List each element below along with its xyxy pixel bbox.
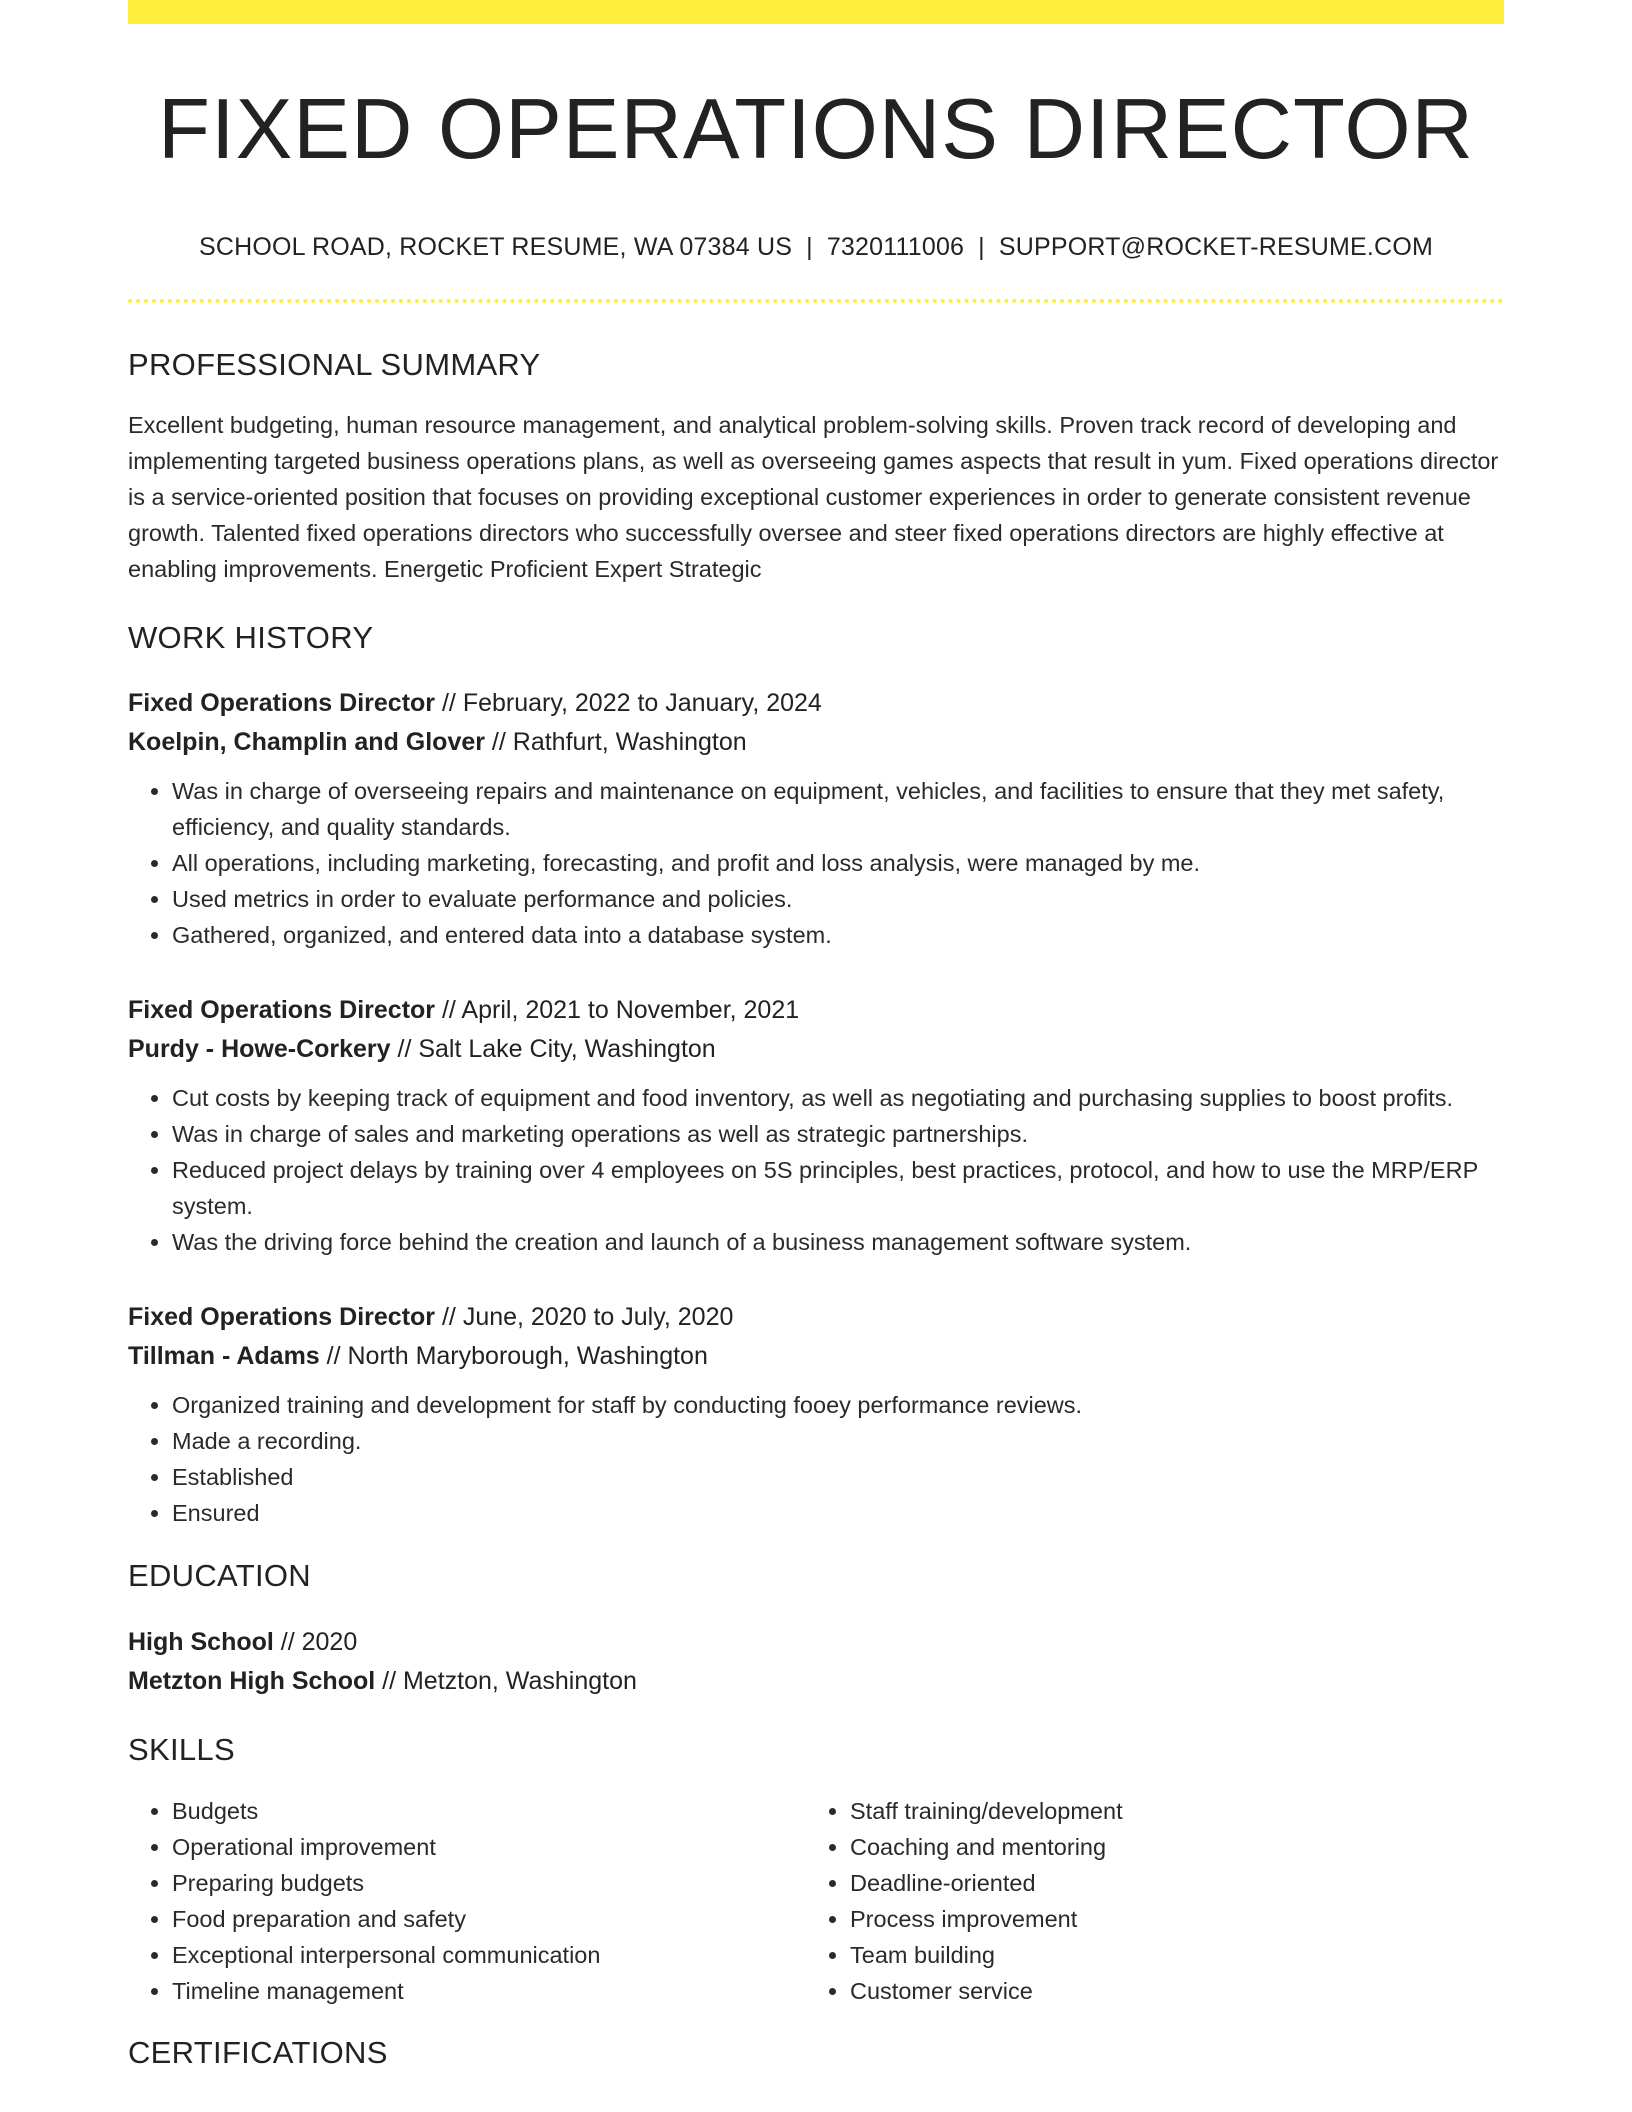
job-title-line [128, 684, 1504, 723]
job-title: Fixed Operations Director [128, 688, 436, 717]
skill-item: • Timeline management [172, 1973, 806, 2009]
job-company: Tillman - Adams [128, 1341, 320, 1370]
skill-item: • Food preparation and safety [172, 1901, 806, 1937]
job-entry [128, 684, 1504, 953]
job-entry [128, 1298, 1504, 1531]
summary-heading: PROFESSIONAL SUMMARY [128, 346, 541, 382]
skill-item: • Coaching and mentoring [850, 1829, 1123, 1865]
dotted-divider [128, 299, 1504, 303]
skills-list [128, 1793, 1504, 2009]
skill-item: • Operational improvement [172, 1829, 806, 1865]
job-dates: // April, 2021 to November, 2021 [435, 995, 800, 1024]
skill-item: • Staff training/development [850, 1793, 1123, 1829]
job-dates: // June, 2020 to July, 2020 [435, 1302, 734, 1331]
skill-item: • Budgets [172, 1793, 806, 1829]
job-dates: // February, 2022 to January, 2024 [435, 688, 822, 717]
job-location: // Salt Lake City, Washington [390, 1034, 716, 1063]
job-company-line [128, 1030, 1504, 1069]
job-bullets [128, 773, 1504, 953]
job-bullet: • Was in charge of overseeing repairs and maintenance on equipment, vehicles, and facilities to ensure that they met safety, efficiency, and quality standards. [172, 773, 1504, 845]
job-bullet: • Cut costs by keeping track of equipment and food inventory, as well as negotiating and purchasing supplies to boost profits. [172, 1080, 1504, 1116]
skills-column-left [128, 1793, 806, 2009]
summary-text: Excellent budgeting, human resource management, and analytical problem-solving skills. Proven track record of developing and implementing targeted business operations plans, as well as overseeing games aspects that result in yum. Fixed operations director is a service-oriented position that focuses on providing exceptional customer experiences in order to generate consistent revenue growth. Talented fixed operations directors who successfully oversee and steer fixed operations directors are highly effective at enabling improvements. Energetic Proficient Expert Strategic [128, 411, 1499, 582]
education-school-line [128, 1662, 1504, 1701]
job-title-line [128, 991, 1504, 1030]
job-bullet: • Established [172, 1459, 1504, 1495]
education-year: // 2020 [273, 1627, 358, 1656]
job-bullets [128, 1080, 1504, 1260]
education-location: // Metzton, Washington [375, 1666, 637, 1695]
job-bullet: • Reduced project delays by training over 4 employees on 5S principles, best practices, protocol, and how to use the MRP/ERP system. [172, 1152, 1504, 1224]
skill-item: • Deadline-oriented [850, 1865, 1123, 1901]
job-title: Fixed Operations Director [128, 1302, 436, 1331]
education-entry [128, 1623, 1504, 1701]
skills-column-right [806, 1793, 1123, 2009]
job-title: Fixed Operations Director [128, 995, 436, 1024]
education-degree: High School [128, 1627, 274, 1656]
job-bullet: • Made a recording. [172, 1423, 1504, 1459]
job-bullet: • Was in charge of sales and marketing operations as well as strategic partnerships. [172, 1116, 1504, 1152]
job-company: Koelpin, Champlin and Glover [128, 727, 485, 756]
job-entry [128, 991, 1504, 1260]
job-company: Purdy - Howe-Corkery [128, 1034, 391, 1063]
skill-item: • Preparing budgets [172, 1865, 806, 1901]
contact-address: SCHOOL ROAD, ROCKET RESUME, WA 07384 US [198, 232, 793, 261]
job-location: // North Maryborough, Washington [319, 1341, 708, 1370]
job-bullets [128, 1387, 1504, 1531]
job-title-line [128, 1298, 1504, 1337]
skill-item: • Customer service [850, 1973, 1123, 2009]
contact-separator: | [806, 232, 813, 261]
skill-item: • Exceptional interpersonal communication [172, 1937, 806, 1973]
contact-phone: 7320111006 [826, 232, 965, 261]
job-bullet: • Gathered, organized, and entered data into a database system. [172, 917, 1504, 953]
job-bullet: • Used metrics in order to evaluate performance and policies. [172, 881, 1504, 917]
contact-separator: | [978, 232, 985, 261]
top-accent-bar [128, 0, 1504, 24]
resume-page [128, 0, 1504, 2071]
contact-email: SUPPORT@ROCKET-RESUME.COM [998, 232, 1433, 261]
job-company-line [128, 723, 1504, 762]
job-bullet: • Was the driving force behind the creation and launch of a business management software system. [172, 1224, 1504, 1260]
education-degree-line [128, 1623, 1504, 1662]
certifications-heading: CERTIFICATIONS [128, 2034, 388, 2070]
contact-line [128, 233, 1504, 262]
education-heading: EDUCATION [128, 1557, 311, 1593]
resume-title: FIXED OPERATIONS DIRECTOR [158, 82, 1474, 177]
work-history-heading: WORK HISTORY [128, 619, 374, 655]
skill-item: • Team building [850, 1937, 1123, 1973]
skill-item: • Process improvement [850, 1901, 1123, 1937]
job-location: // Rathfurt, Washington [484, 727, 747, 756]
job-company-line [128, 1337, 1504, 1376]
education-school: Metzton High School [128, 1666, 376, 1695]
job-bullet: • All operations, including marketing, forecasting, and profit and loss analysis, were managed by me. [172, 845, 1504, 881]
job-bullet: • Ensured [172, 1495, 1504, 1531]
job-bullet: • Organized training and development for staff by conducting fooey performance reviews. [172, 1387, 1504, 1423]
skills-heading: SKILLS [128, 1731, 235, 1767]
